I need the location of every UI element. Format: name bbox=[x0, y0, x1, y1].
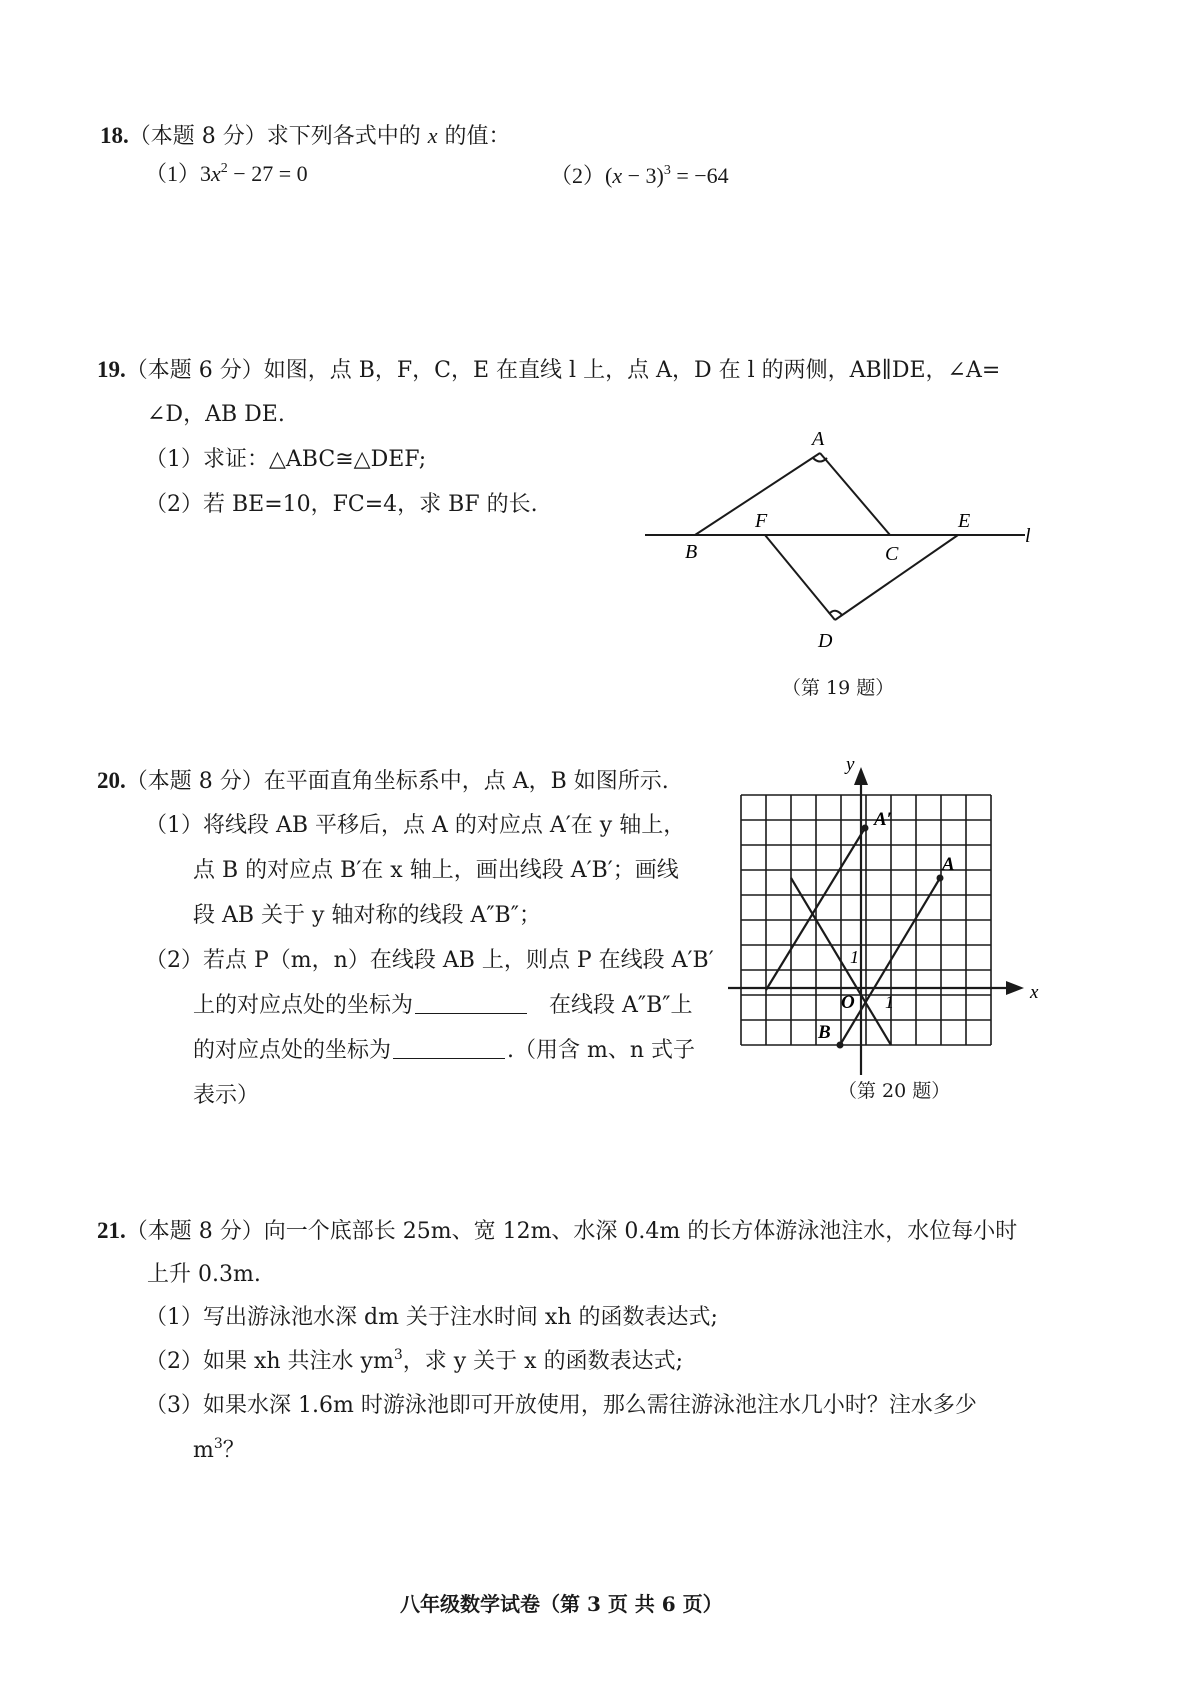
q20-number: 20. bbox=[97, 768, 126, 793]
label-y: y bbox=[846, 755, 855, 775]
label-l: l bbox=[1025, 525, 1031, 547]
label-a: A bbox=[812, 428, 825, 450]
q20-part2-line4: 表示） bbox=[193, 1083, 260, 1108]
segment-ac bbox=[820, 453, 890, 535]
label-a: A bbox=[942, 854, 955, 875]
q19-heading-line2: ∠D，AB DE. bbox=[147, 402, 285, 427]
q20-caption: （第 20 题） bbox=[838, 1080, 951, 1102]
q21-part3-line2: $m^3$？ bbox=[193, 1436, 245, 1463]
q21-heading: 21.（本题 8 分）向一个底部长 25m、宽 12m、水深 0.4m 的长方体游泳池注水，水位每小时 bbox=[97, 1218, 1018, 1244]
point-a bbox=[937, 875, 944, 882]
q20-heading: 20.（本题 8 分）在平面直角坐标系中，点 A，B 如图所示. bbox=[97, 768, 669, 794]
y-axis-arrow bbox=[854, 767, 868, 785]
q19-number: 19. bbox=[97, 357, 126, 382]
coordinate-grid bbox=[741, 795, 991, 1045]
q19-caption: （第 19 题） bbox=[782, 677, 895, 699]
q20-grid-figure bbox=[728, 755, 1058, 1075]
label-b: B bbox=[818, 1022, 831, 1043]
label-c: C bbox=[885, 543, 899, 565]
q21-heading-line2: 上升 0.3m. bbox=[147, 1262, 261, 1287]
q18-part2: $(2)(x - 3)^3 = -64$ bbox=[550, 163, 729, 188]
q21-number: 21. bbox=[97, 1218, 126, 1243]
q18-part1: $(1)3x^2 - 27 = 0$ bbox=[145, 161, 308, 186]
label-origin: O bbox=[841, 992, 855, 1013]
q20-part1-line3: 段 AB 关于 y 轴对称的线段 A″B″； bbox=[193, 903, 541, 928]
segment-fd bbox=[765, 535, 835, 620]
q20-part1-line1: （1）将线段 AB 平移后，点 A 的对应点 A′在 y 轴上， bbox=[145, 813, 686, 838]
answer-blank-1[interactable] bbox=[415, 991, 527, 1014]
q20-part1-line2: 点 B 的对应点 B′在 x 轴上，画出线段 A′B′；画线 bbox=[193, 858, 679, 883]
label-e: E bbox=[958, 510, 971, 532]
q19-part1: （1）求证：△ABC≅△DEF; bbox=[145, 447, 427, 472]
q21-part2: （2）如果 xh 共注水 $ym^3$，求 y 关于 x 的函数表达式; bbox=[145, 1347, 683, 1374]
q21-part1: （1）写出游泳池水深 dm 关于注水时间 xh 的函数表达式; bbox=[145, 1305, 718, 1330]
q19-heading: 19.（本题 6 分）如图，点 B，F，C，E 在直线 l 上，点 A，D 在 l 的两侧，AB∥DE，∠A= bbox=[97, 357, 1001, 383]
label-x: x bbox=[1030, 982, 1039, 1003]
q18-number: 18. bbox=[100, 123, 129, 148]
q20-part2-line1: （2）若点 P（m，n）在线段 AB 上，则点 P 在线段 A′B′ bbox=[145, 948, 714, 973]
q21-part3: （3）如果水深 1.6m 时游泳池即可开放使用，那么需往游泳池注水几小时？注水多少 bbox=[145, 1393, 977, 1418]
q19-part2: （2）若 BE=10，FC=4，求 BF 的长. bbox=[145, 492, 538, 517]
q18-heading: 18.（本题 8 分）求下列各式中的 x 的值： bbox=[100, 123, 511, 149]
label-one-y: 1 bbox=[850, 947, 859, 967]
page-footer: 八年级数学试卷（第 3 页 共 6 页） bbox=[400, 1592, 723, 1616]
q20-part2-line2: 上的对应点处的坐标为 在线段 A″B″上 bbox=[193, 993, 693, 1018]
point-b bbox=[837, 1042, 844, 1049]
label-d: D bbox=[818, 630, 833, 652]
label-a-prime: A′ bbox=[874, 809, 893, 830]
label-b: B bbox=[685, 541, 698, 563]
label-one-x: 1 bbox=[885, 992, 894, 1012]
answer-blank-2[interactable] bbox=[393, 1036, 505, 1059]
label-f: F bbox=[755, 510, 768, 532]
point-a-prime bbox=[862, 825, 869, 832]
q19-figure bbox=[640, 425, 1060, 665]
q20-part2-line3: 的对应点处的坐标为 .（用含 m、n 式子 bbox=[193, 1038, 696, 1063]
x-axis-arrow bbox=[1006, 981, 1024, 995]
